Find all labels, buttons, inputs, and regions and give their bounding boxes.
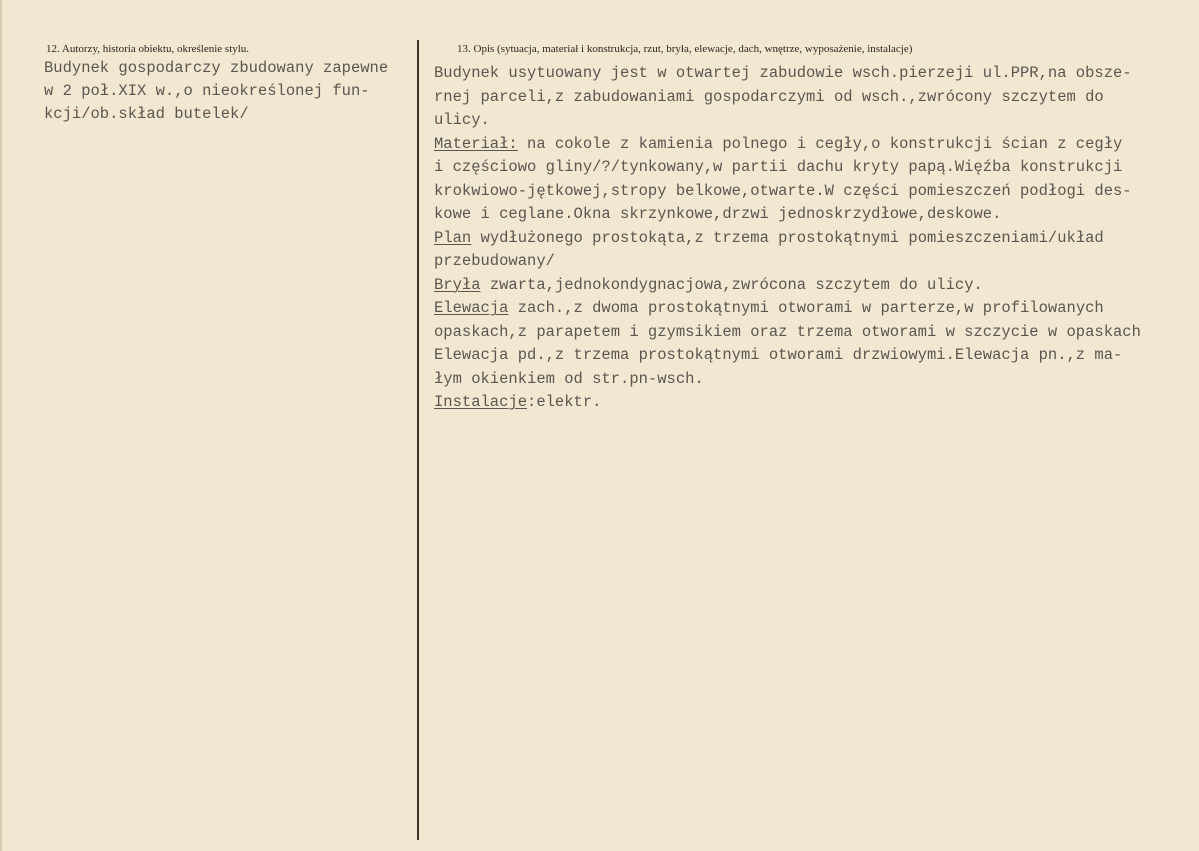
text-line [434,227,1141,251]
elewacja-label: Elewacja [434,299,509,317]
text-segment: na cokole z kamienia polnego i cegły,o konstrukcji ścian z cegły [517,134,1123,153]
text-segment: zwarta,jednokondygnacjowa,zwrócona szczytem do ulicy. [480,275,983,294]
text-line: kowe i ceglane.Okna skrzynkowe,drzwi jednoskrzydłowe,deskowe. [434,205,1002,223]
text-segment: :elektr. [527,393,602,411]
text-line: Budynek usytuowany jest w otwartej zabudowie wsch.pierzeji ul.PPR,na obsze- [434,64,1132,82]
section-13-text [434,62,1141,415]
plan-label: Plan [434,228,472,247]
text-line: i częściowo gliny/?/tynkowany,w partii dachu kryty papą.Więźba konstrukcji [434,158,1123,176]
text-line [434,391,1141,415]
text-line [434,297,1141,321]
text-line: ulicy. [434,111,490,129]
instalacje-label: Instalacje [434,393,528,411]
text-line: opaskach,z parapetem i gzymsikiem oraz trzema otworami w szczycie w opaskach [434,322,1141,341]
text-line [434,274,1141,298]
text-line: rnej parceli,z zabudowaniami gospodarczymi od wsch.,zwrócony szczytem do [434,87,1104,106]
text-line: przebudowany/ [434,252,555,270]
section-12-heading: 12. Autorzy, historia obiektu, określenie stylu. [46,43,250,55]
text-line: w 2 poł.XIX w.,o nieokreślonej fun- [44,82,370,100]
material-label: Materiał: [434,134,518,153]
text-line: kcji/ob.skład butelek/ [44,105,249,123]
text-segment: wydłużonego prostokąta,z trzema prostokątnymi pomieszczeniami/układ [471,228,1104,247]
bryla-label: Bryła [434,275,481,294]
column-divider [417,40,419,840]
section-13-heading: 13. Opis (sytuacja, materiał i konstrukcja, rzut, bryła, elewacje, dach, wnętrze, wyposażenie, instalacje) [457,43,913,55]
section-12-text [44,57,388,126]
text-line [434,133,1141,157]
text-segment: zach.,z dwoma prostokątnymi otworami w parterze,w profilowanych [508,299,1104,317]
text-line: krokwiowo-jętkowej,stropy belkowe,otwarte.W części pomieszczeń podłogi des- [434,181,1132,200]
text-line: łym okienkiem od str.pn-wsch. [434,369,704,388]
text-line: Elewacja pd.,z trzema prostokątnymi otworami drzwiowymi.Elewacja pn.,z ma- [434,346,1123,364]
text-line: Budynek gospodarczy zbudowany zapewne [44,59,389,77]
